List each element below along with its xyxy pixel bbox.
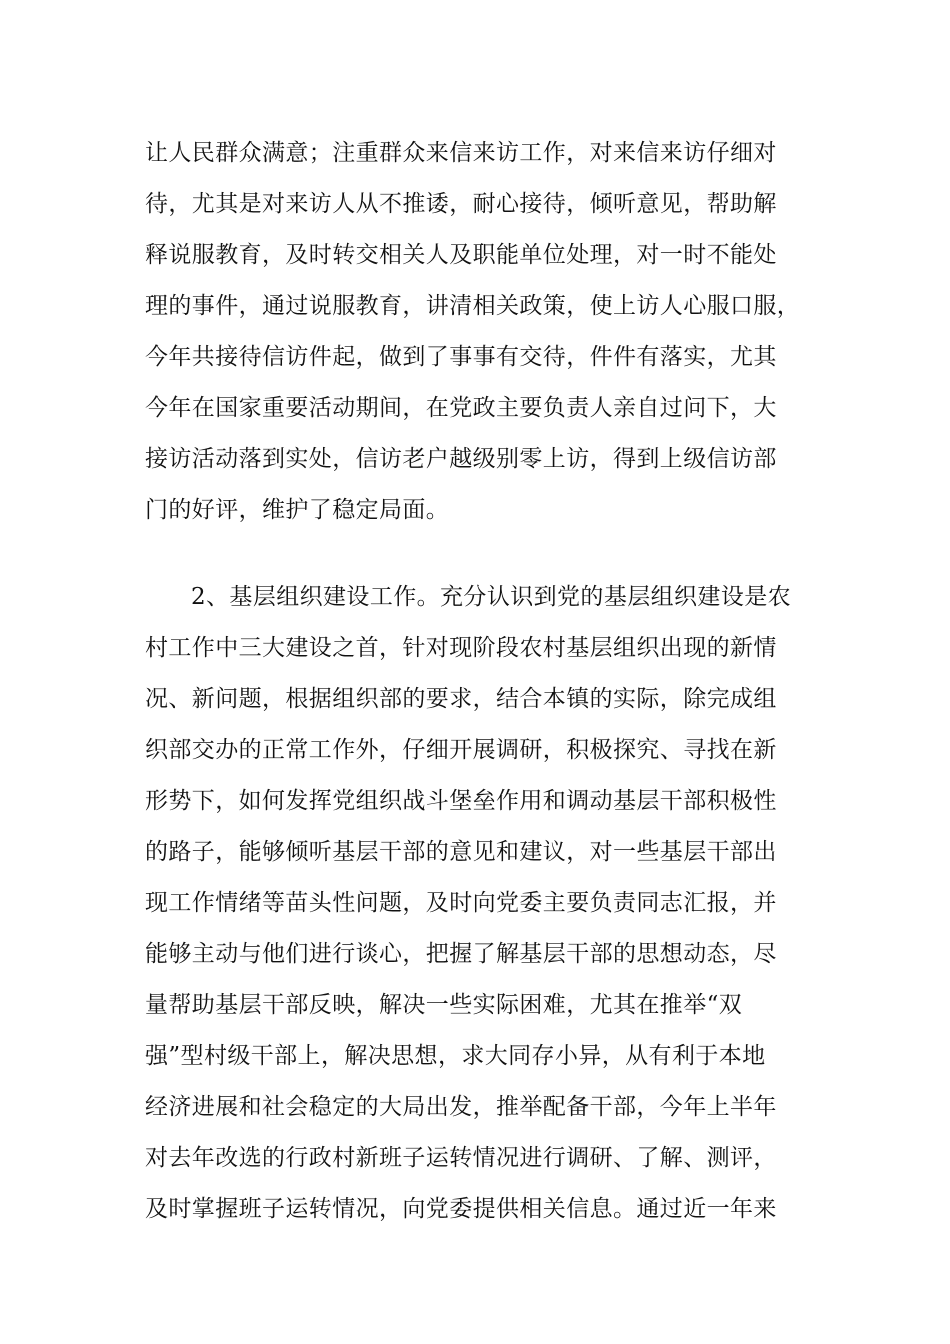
paragraph-line: 让人民群众满意；注重群众来信来访工作，对来信来访仔细对: [145, 140, 777, 166]
paragraph-line: 能够主动与他们进行谈心，把握了解基层干部的思想动态，尽: [145, 941, 777, 967]
paragraph-line: 对去年改选的行政村新班子运转情况进行调研、了解、测评，: [145, 1145, 777, 1171]
paragraph-line: 理的事件，通过说服教育，讲清相关政策，使上访人心服口服，: [145, 293, 801, 319]
paragraph-line: 释说服教育，及时转交相关人及职能单位处理，对一时不能处: [145, 242, 777, 268]
paragraph-line: 待，尤其是对来访人从不推诿，耐心接待，倾听意见，帮助解: [145, 191, 777, 217]
paragraph-line: 2、基层组织建设工作。充分认识到党的基层组织建设是农: [191, 584, 792, 610]
paragraph-line: 接访活动落到实处，信访老户越级别零上访，得到上级信访部: [145, 446, 777, 472]
paragraph-line: 门的好评，维护了稳定局面。: [145, 497, 450, 523]
paragraph-line: 强”型村级干部上，解决思想，求大同存小异，从有利于本地: [145, 1043, 766, 1069]
paragraph-line: 形势下，如何发挥党组织战斗堡垒作用和调动基层干部积极性: [145, 788, 777, 814]
paragraph-line: 经济进展和社会稳定的大局出发，推举配备干部，今年上半年: [145, 1094, 777, 1120]
paragraph-line: 村工作中三大建设之首，针对现阶段农村基层组织出现的新情: [145, 635, 777, 661]
paragraph-line: 量帮助基层干部反映，解决一些实际困难，尤其在推举“双: [145, 992, 743, 1018]
paragraph-line: 今年共接待信访件起，做到了事事有交待，件件有落实，尤其: [145, 344, 777, 370]
paragraph-line: 织部交办的正常工作外，仔细开展调研，积极探究、寻找在新: [145, 737, 777, 763]
paragraph-line: 现工作情绪等苗头性问题，及时向党委主要负责同志汇报，并: [145, 890, 777, 916]
paragraph-line: 今年在国家重要活动期间，在党政主要负责人亲自过问下，大: [145, 395, 777, 421]
paragraph-line: 的路子，能够倾听基层干部的意见和建议，对一些基层干部出: [145, 839, 777, 865]
paragraph-line: 及时掌握班子运转情况，向党委提供相关信息。通过近一年来: [145, 1196, 777, 1222]
paragraph-line: 况、新问题，根据组织部的要求，结合本镇的实际，除完成组: [145, 686, 777, 712]
